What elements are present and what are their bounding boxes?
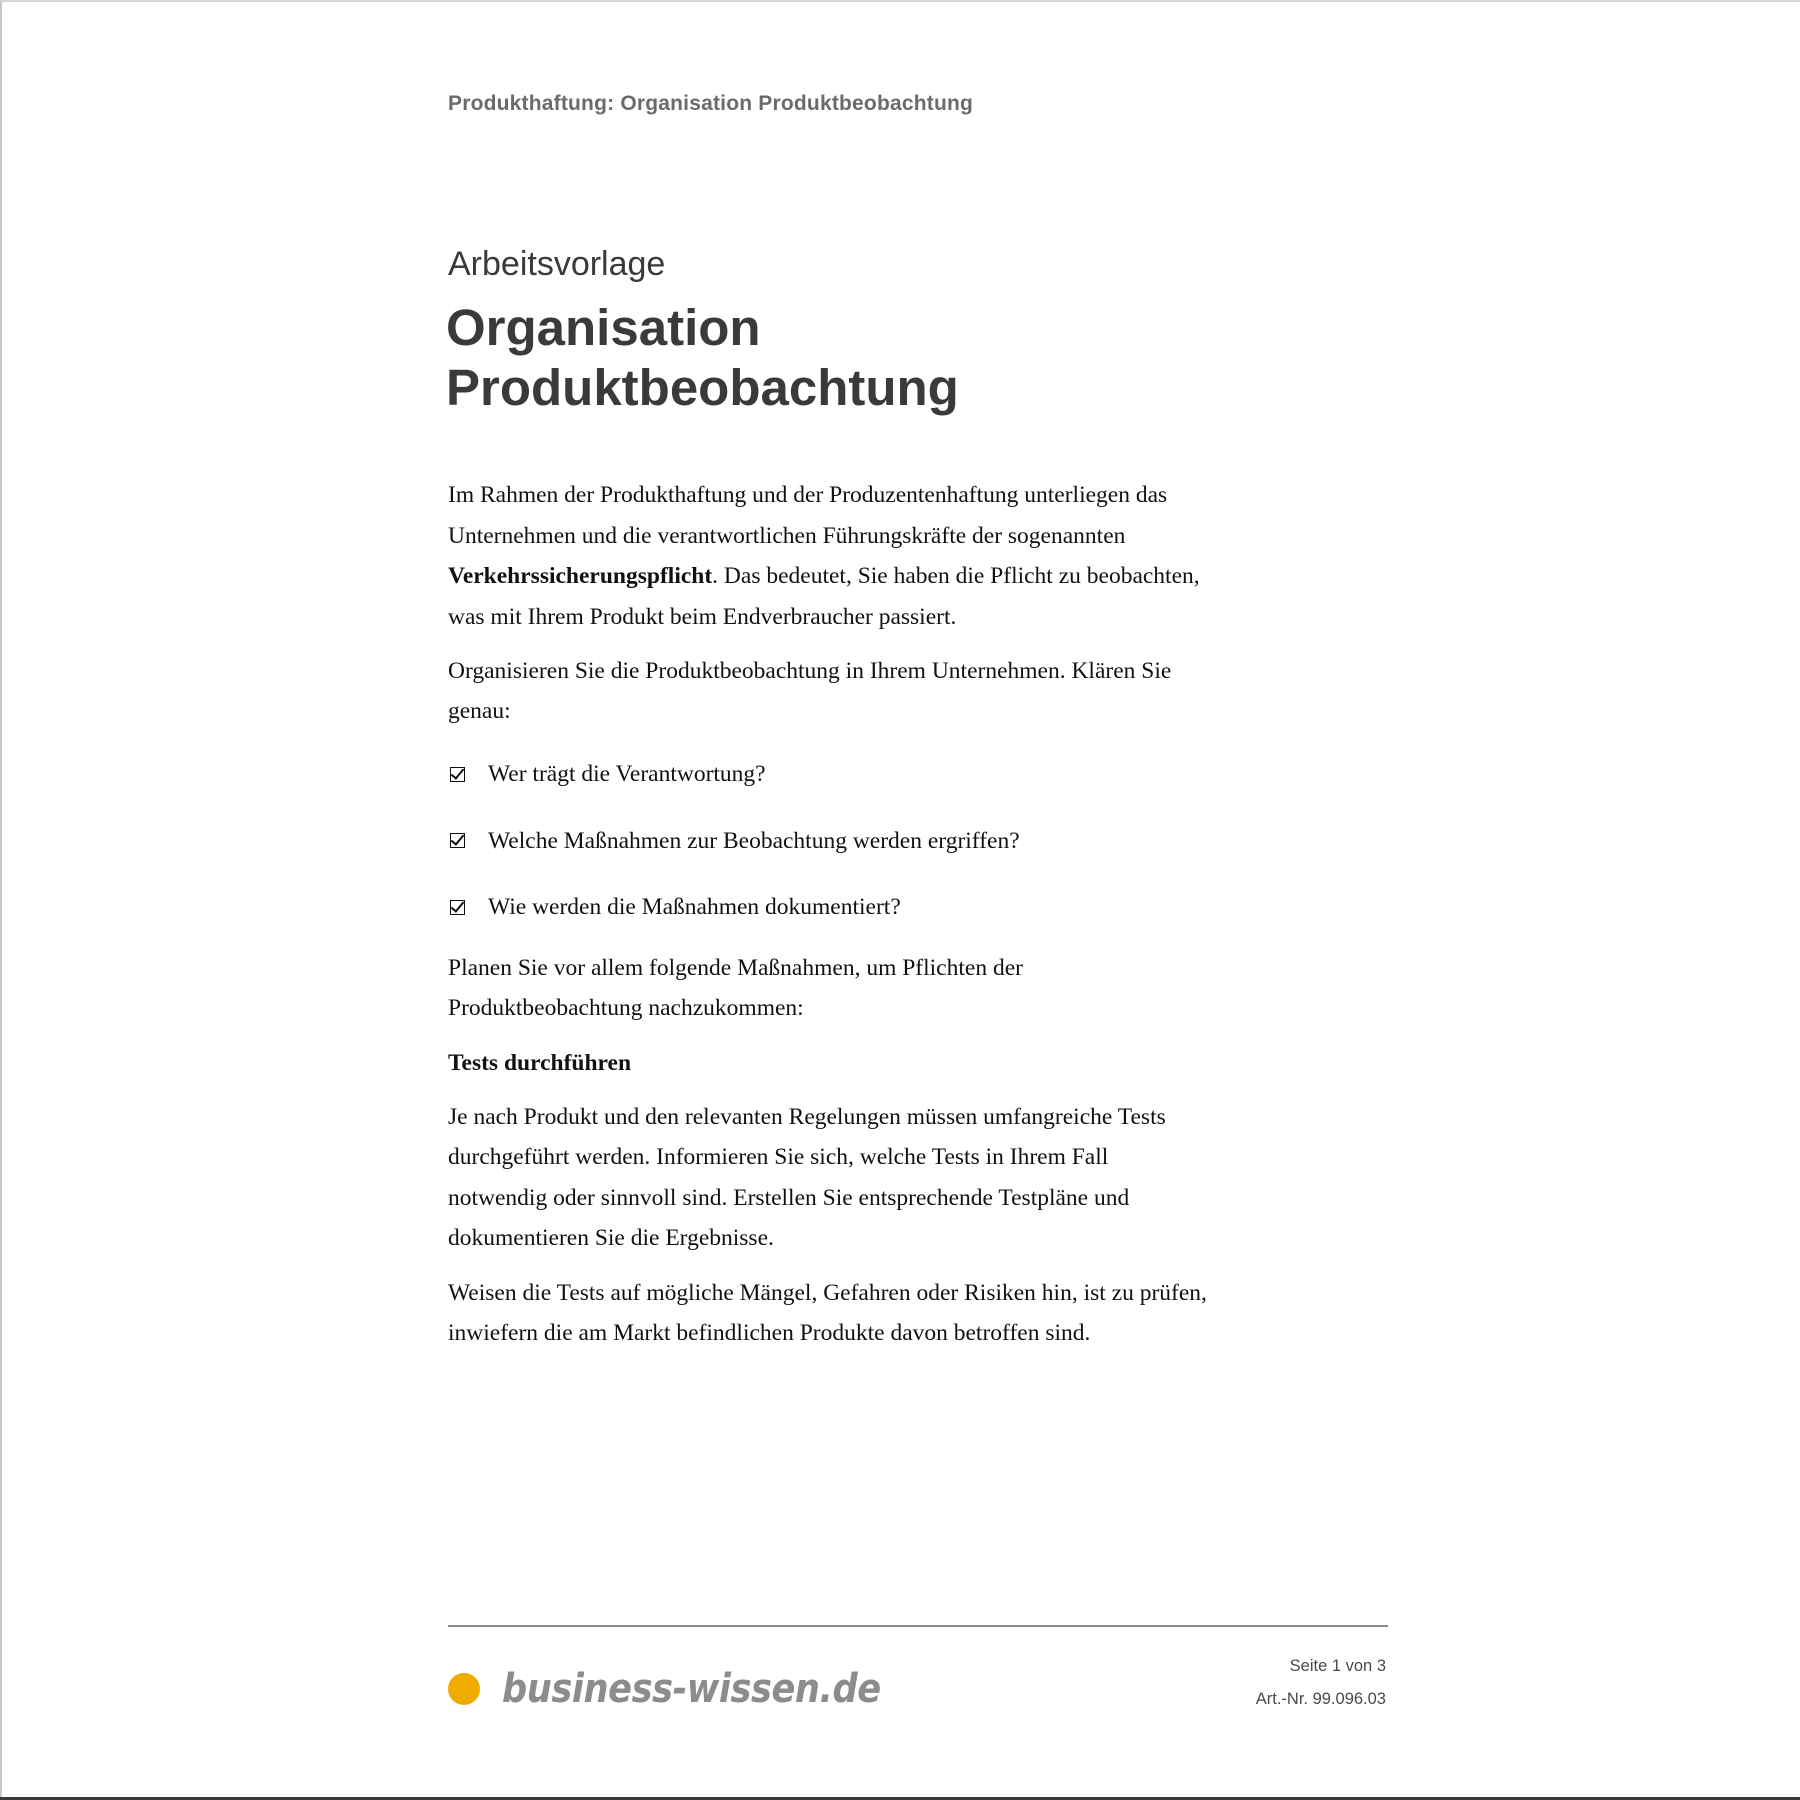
logo-text: business-wissen.de bbox=[502, 1666, 881, 1712]
logo-dot-icon bbox=[448, 1673, 480, 1705]
checklist-item bbox=[448, 754, 1208, 795]
intro-text: Im Rahmen der Produkthaftung und der Produzentenhaftung unterliegen das Unternehmen und die verantwortlichen Führungskräfte der sogenannten bbox=[448, 482, 1168, 549]
document-body bbox=[448, 475, 1208, 1367]
title-line-2: Produktbeobachtung bbox=[446, 359, 959, 416]
checklist bbox=[448, 754, 1208, 928]
footer-divider bbox=[448, 1625, 1388, 1627]
title-line-1: Organisation bbox=[446, 299, 761, 356]
checklist-item bbox=[448, 821, 1208, 862]
checked-box-icon bbox=[450, 833, 465, 848]
plan-paragraph: Planen Sie vor allem folgende Maßnahmen, um Pflichten der Produktbeobachtung nachzukommen: bbox=[448, 954, 1023, 1022]
document-title bbox=[446, 298, 959, 418]
document-kicker: Arbeitsvorlage bbox=[448, 245, 666, 283]
checked-box-icon bbox=[450, 767, 465, 782]
brand-logo bbox=[448, 1666, 932, 1712]
tests-paragraph-2: Weisen die Tests auf mögliche Mängel, Gefahren oder Risiken hin, ist zu prüfen, inwiefern die am Markt befindlichen Produkte davon betroffen sind. bbox=[448, 1279, 1207, 1347]
tests-paragraph-1: Je nach Produkt und den relevanten Regelungen müssen umfangreiche Tests durchgeführt werden. Informieren Sie sich, welche Tests in Ihrem Fall notwendig oder sinnvoll sind. Erstellen Sie entsprechende Testpläne und dokumentieren Sie die Ergebnisse. bbox=[448, 1103, 1166, 1252]
page-indicator: Seite 1 von 3 bbox=[1289, 1657, 1386, 1675]
checklist-item-label: Wer trägt die Verantwortung? bbox=[488, 761, 766, 788]
intro-text-end: . Das bedeutet, Sie haben die Pflicht zu beobachten, was mit Ihrem Produkt beim Endverbraucher passiert. bbox=[448, 563, 1200, 630]
running-header: Produkthaftung: Organisation Produktbeobachtung bbox=[448, 92, 974, 115]
page-info bbox=[1256, 1650, 1386, 1716]
checked-box-icon bbox=[450, 900, 465, 915]
article-number: Art.-Nr. 99.096.03 bbox=[1255, 1690, 1386, 1708]
organize-paragraph: Organisieren Sie die Produktbeobachtung in Ihrem Unternehmen. Klären Sie genau: bbox=[448, 657, 1172, 725]
checklist-item-label: Wie werden die Maßnahmen dokumentiert? bbox=[488, 894, 901, 921]
intro-paragraph bbox=[448, 475, 1208, 637]
section-heading: Tests durchführen bbox=[448, 1049, 632, 1076]
checklist-item bbox=[448, 887, 1208, 928]
intro-bold-term: Verkehrssicherungspflicht bbox=[448, 563, 713, 590]
checklist-item-label: Welche Maßnahmen zur Beobachtung werden ergriffen? bbox=[488, 827, 1020, 854]
